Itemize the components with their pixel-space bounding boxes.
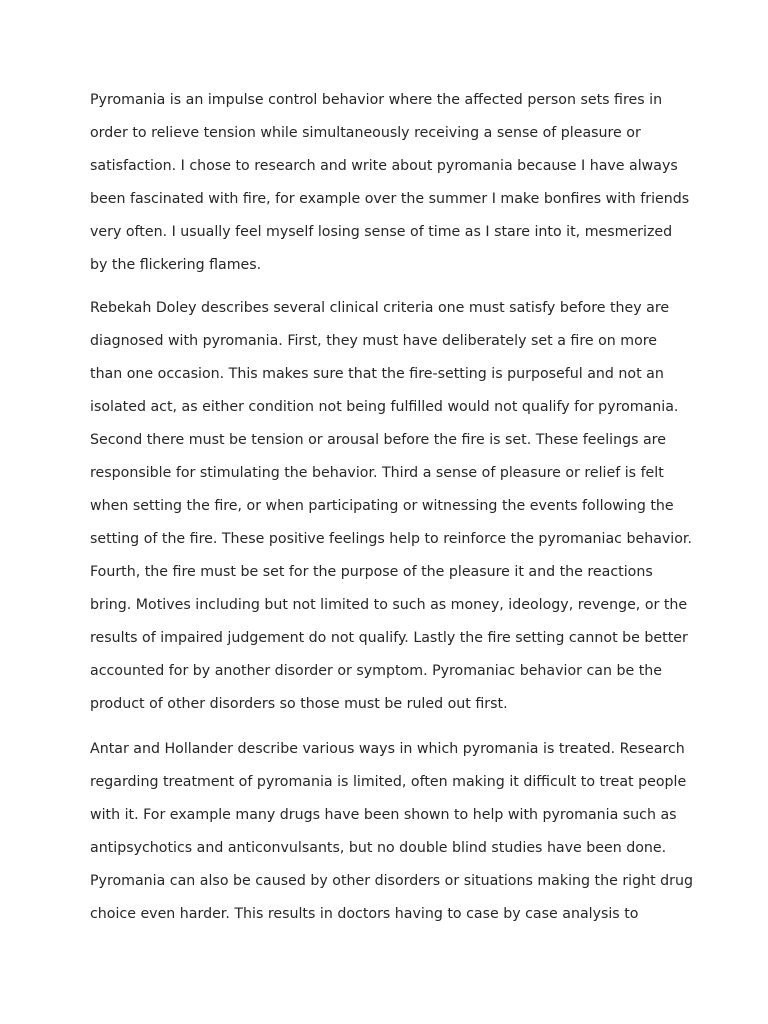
paragraph-line: accounted for by another disorder or symptom. Pyromaniac behavior can be the bbox=[90, 663, 662, 679]
paragraph-line: responsible for stimulating the behavior. Third a sense of pleasure or relief is felt bbox=[90, 465, 664, 481]
paragraph-line: Second there must be tension or arousal before the fire is set. These feelings are bbox=[90, 432, 666, 448]
paragraph-3 bbox=[90, 733, 694, 931]
paragraph-line: with it. For example many drugs have been shown to help with pyromania such as bbox=[90, 807, 677, 823]
paragraph-1 bbox=[90, 84, 690, 282]
paragraph-2 bbox=[90, 292, 690, 721]
paragraph-line: antipsychotics and anticonvulsants, but no double blind studies have been done. bbox=[90, 840, 667, 856]
paragraph-line: setting of the fire. These positive feelings help to reinforce the pyromaniac behavior. bbox=[90, 531, 692, 547]
paragraph-line: product of other disorders so those must be ruled out first. bbox=[90, 696, 508, 712]
paragraph-line: Antar and Hollander describe various ways in which pyromania is treated. Research bbox=[90, 741, 685, 757]
paragraph-line: Fourth, the fire must be set for the purpose of the pleasure it and the reactions bbox=[90, 564, 653, 580]
paragraph-line: by the flickering flames. bbox=[90, 257, 262, 273]
paragraph-line: Rebekah Doley describes several clinical criteria one must satisfy before they are bbox=[90, 300, 670, 316]
paragraph-line: diagnosed with pyromania. First, they must have deliberately set a fire on more bbox=[90, 333, 658, 349]
paragraph-line: regarding treatment of pyromania is limited, often making it difficult to treat people bbox=[90, 774, 687, 790]
paragraph-line: Pyromania is an impulse control behavior where the affected person sets fires in bbox=[90, 92, 663, 108]
paragraph-line: results of impaired judgement do not qualify. Lastly the fire setting cannot be better bbox=[90, 630, 688, 646]
paragraph-line: Pyromania can also be caused by other disorders or situations making the right drug bbox=[90, 873, 694, 889]
paragraph-line: isolated act, as either condition not being fulfilled would not qualify for pyromania. bbox=[90, 399, 679, 415]
paragraph-line: than one occasion. This makes sure that the fire-setting is purposeful and not an bbox=[90, 366, 664, 382]
paragraph-line: been fascinated with fire, for example over the summer I make bonfires with friends bbox=[90, 191, 690, 207]
paragraph-line: bring. Motives including but not limited to such as money, ideology, revenge, or the bbox=[90, 597, 688, 613]
paragraph-line: order to relieve tension while simultaneously receiving a sense of pleasure or bbox=[90, 125, 641, 141]
paragraph-line: when setting the fire, or when participating or witnessing the events following the bbox=[90, 498, 674, 514]
paragraph-line: choice even harder. This results in doctors having to case by case analysis to bbox=[90, 906, 639, 922]
paragraph-line: satisfaction. I chose to research and write about pyromania because I have always bbox=[90, 158, 678, 174]
paragraph-line: very often. I usually feel myself losing sense of time as I stare into it, mesmerized bbox=[90, 224, 673, 240]
